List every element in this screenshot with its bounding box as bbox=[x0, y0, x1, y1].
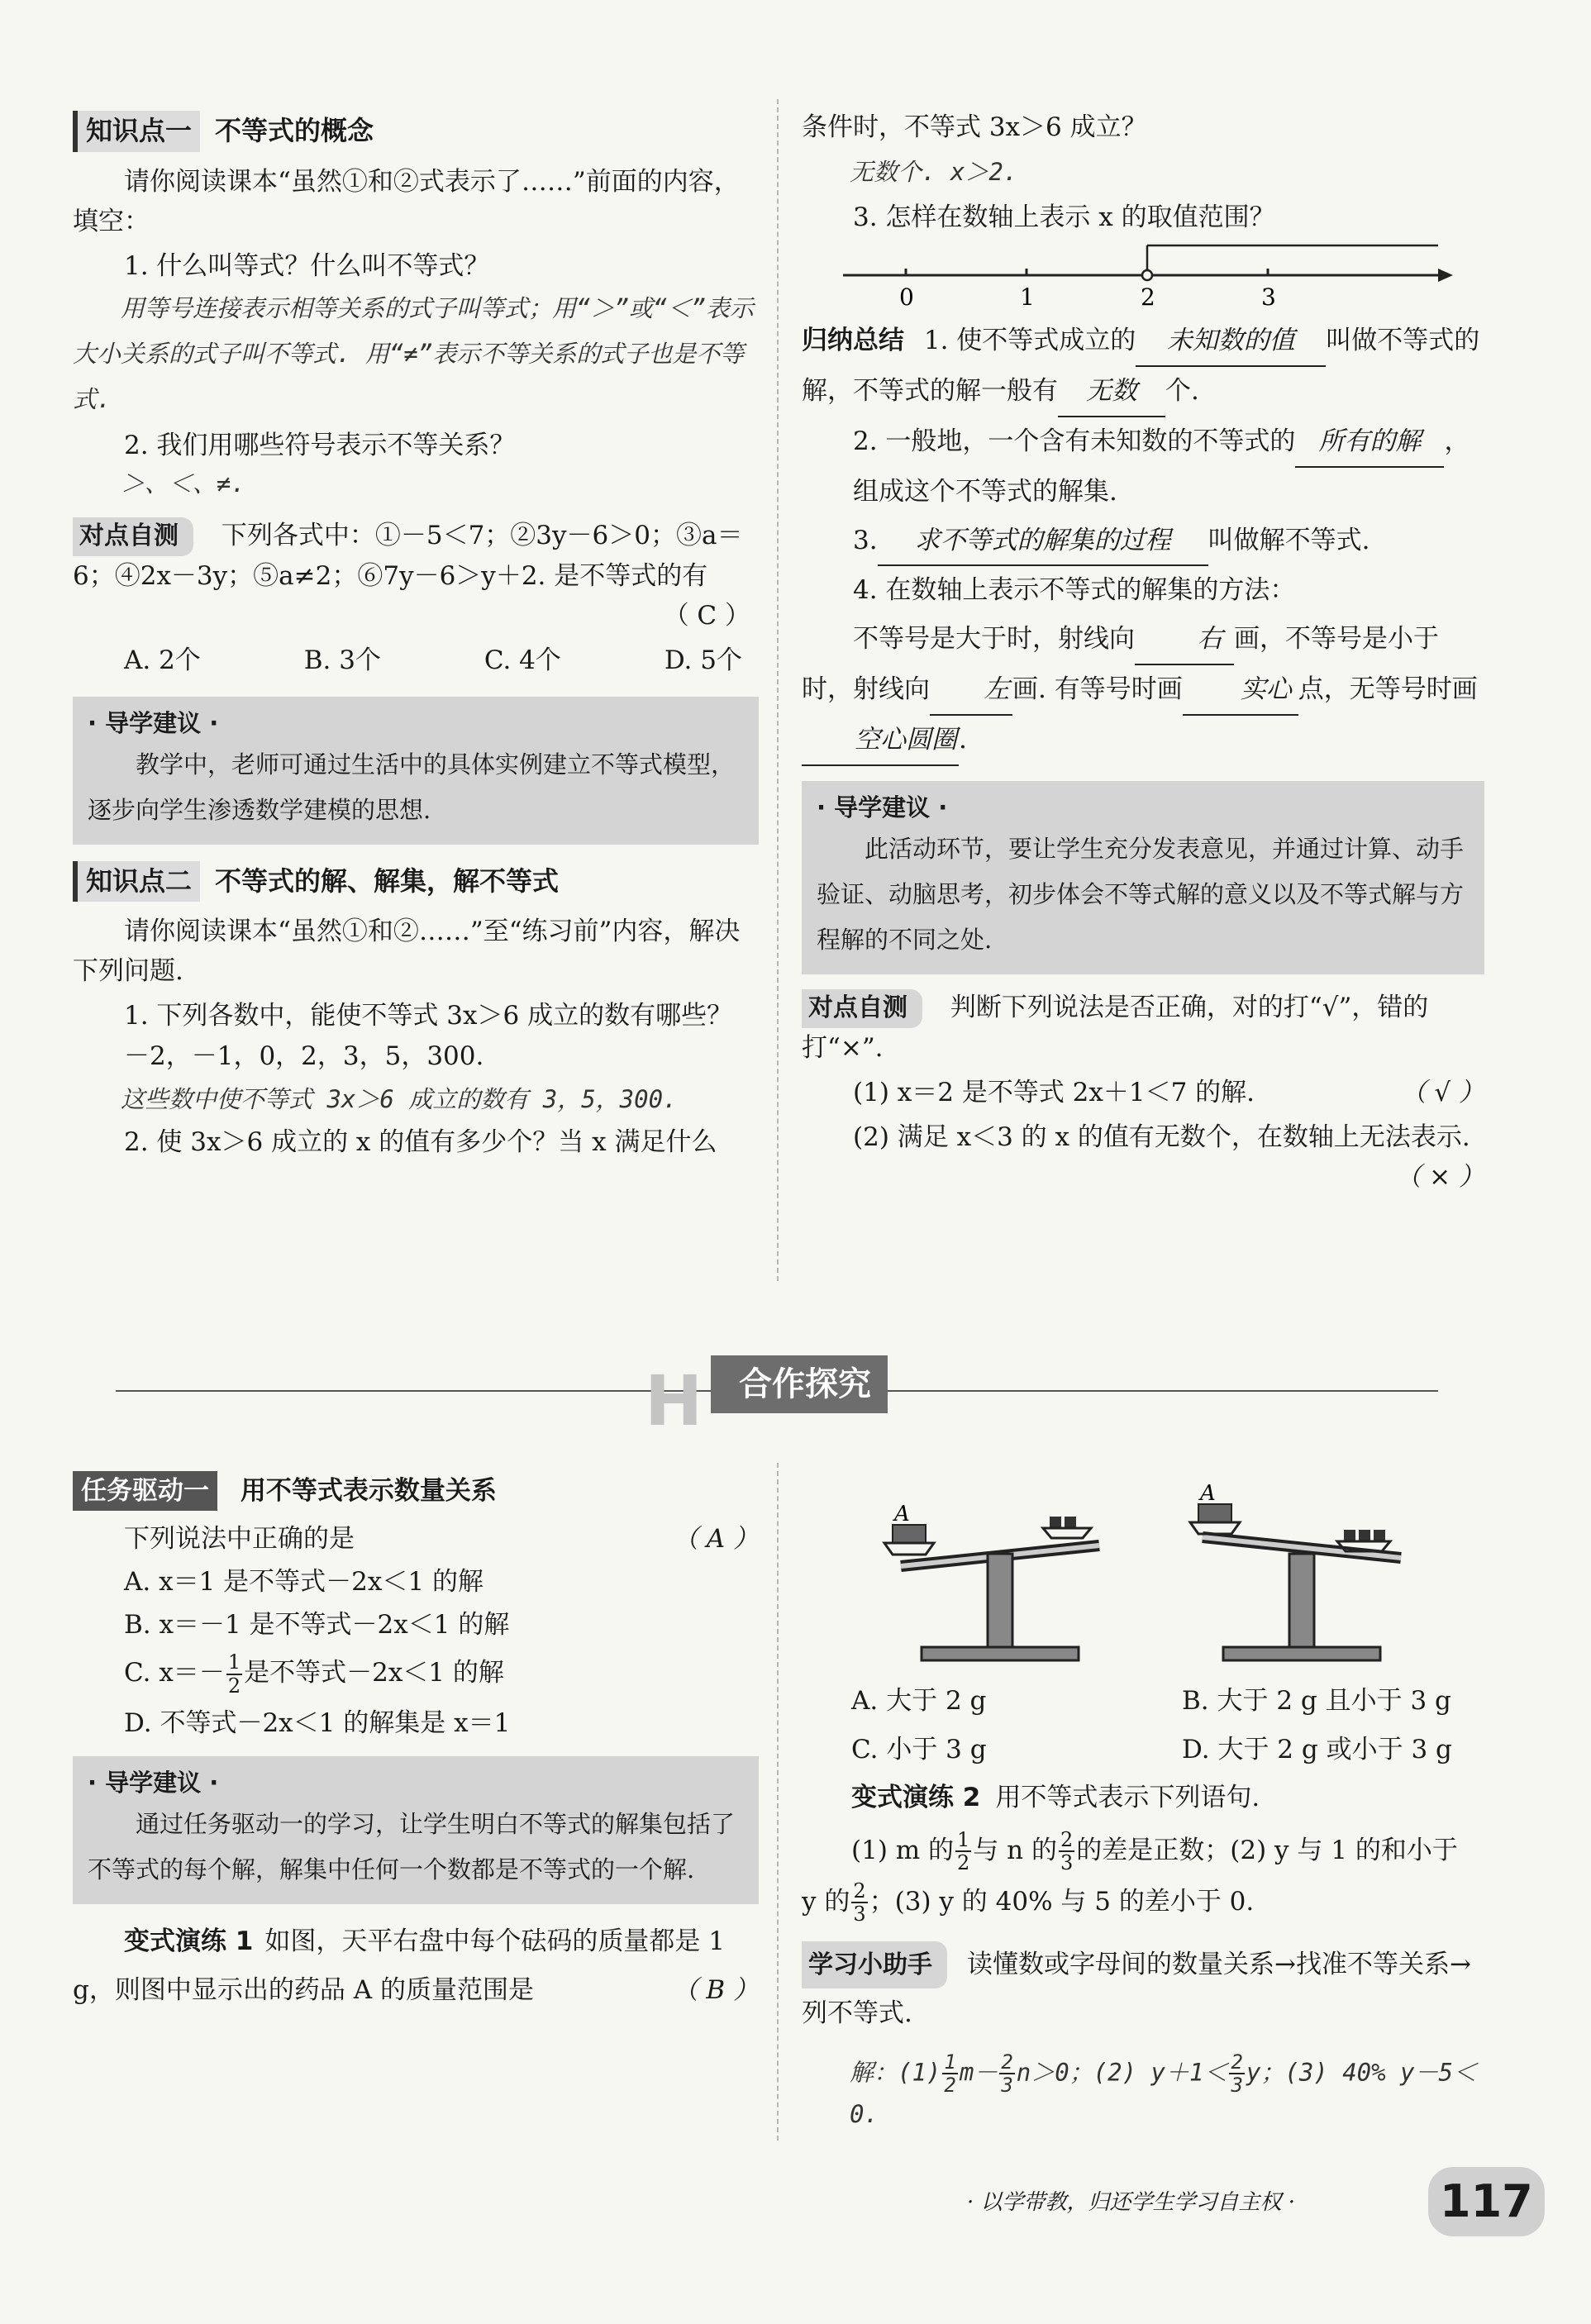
solution-text: m－ bbox=[959, 2057, 998, 2086]
self-test-1 bbox=[73, 516, 759, 596]
summary-text: . bbox=[959, 725, 967, 755]
variant-text: 与 n 的 bbox=[973, 1835, 1057, 1865]
summary-text: 1. 使不等式成立的 bbox=[923, 326, 1136, 356]
judge-text: (1) x＝2 是不等式 2x＋1＜7 的解. bbox=[853, 1077, 1255, 1107]
option-c-text: C. x＝－ bbox=[124, 1658, 225, 1688]
option-c bbox=[73, 1651, 759, 1697]
variant-text: 如图，天平右盘中每个砝码的质量都是 1 g，则图中显示出的药品 A 的质量范围是 bbox=[73, 1926, 725, 2006]
summary-text: 叫做解不等式. bbox=[1208, 525, 1370, 555]
answer-3: 这些数中使不等式 3x＞6 成立的数有 3，5，300. bbox=[121, 1084, 678, 1113]
task-question bbox=[73, 1519, 759, 1559]
helper bbox=[802, 1941, 1488, 2038]
scale-option-b: B. 大于 2 g 且小于 3 g bbox=[1182, 1686, 1451, 1716]
section-banner bbox=[116, 1355, 1438, 1441]
summary-1 bbox=[802, 317, 1484, 417]
fraction-two-thirds: $\frac{2}{3}$ bbox=[1001, 2050, 1013, 2097]
question-2: 2. 我们用哪些符号表示不等关系？ bbox=[124, 431, 516, 461]
choice-row bbox=[73, 641, 759, 680]
judge-answer: （ √ ） bbox=[1400, 1077, 1484, 1107]
judge-answer: （ × ） bbox=[1395, 1161, 1484, 1192]
solution-text: y；(3) 40% y－5＜0. bbox=[850, 2057, 1477, 2129]
guide-box-1 bbox=[73, 697, 759, 845]
fraction-two-thirds: $\frac{2}{3}$ bbox=[853, 1879, 866, 1926]
variant-heading: 变式演练 1 bbox=[124, 1926, 254, 1957]
answer-4: 无数个. x＞2. bbox=[850, 158, 1018, 187]
guide-heading: · 导学建议 · bbox=[88, 708, 219, 737]
scale-option-c: C. 小于 3 g bbox=[851, 1734, 987, 1764]
solution-text: n＞0；(2) y＋1＜ bbox=[1016, 2057, 1228, 2086]
left-column-bottom bbox=[73, 1471, 759, 2015]
task-answer: （ A ） bbox=[672, 1524, 759, 1555]
task-title: 用不等式表示数量关系 bbox=[240, 1476, 497, 1506]
axis-tick-2: 2 bbox=[1141, 283, 1155, 309]
blank-right: 右 bbox=[1135, 615, 1234, 665]
helper-tag: 学习小助手 bbox=[802, 1941, 947, 1988]
axis-tick-3: 3 bbox=[1261, 283, 1276, 309]
summary-text: 3. bbox=[853, 525, 878, 555]
solution-text: 解：(1) bbox=[850, 2057, 941, 2086]
fraction bbox=[226, 1651, 242, 1697]
summary-heading: 归纳总结 bbox=[802, 326, 904, 356]
choice-c: C. 4个 bbox=[483, 645, 561, 675]
summary-text: ，组成这个不等式的解集. bbox=[853, 426, 1470, 507]
guide-box-3 bbox=[73, 1756, 759, 1904]
variant-2-line-2 bbox=[802, 1880, 1488, 1926]
summary-text: 不等号是大于时，射线向 bbox=[853, 624, 1135, 655]
guide-heading: · 导学建议 · bbox=[88, 1769, 219, 1798]
fraction-two-thirds: $\frac{2}{3}$ bbox=[1060, 1827, 1074, 1875]
section-tag: 知识点二 bbox=[73, 861, 200, 902]
judge-2 bbox=[802, 1117, 1484, 1192]
banner-label: 合作探究 bbox=[711, 1355, 888, 1413]
variant-text: y 的 bbox=[802, 1886, 850, 1917]
scale-label: A bbox=[894, 1502, 910, 1526]
choice-a: A. 2个 bbox=[124, 645, 201, 675]
section-heading-1 bbox=[73, 111, 759, 152]
question-5: 3. 怎样在数轴上表示 x 的取值范围？ bbox=[853, 202, 1275, 232]
right-column-bottom-2 bbox=[802, 1880, 1488, 2133]
fraction-one-half: $\frac{1}{2}$ bbox=[944, 2050, 956, 2097]
variant-text: (1) m 的 bbox=[851, 1835, 955, 1865]
fraction-numerator: 1 bbox=[227, 1650, 241, 1674]
scale-options bbox=[851, 1677, 1488, 1774]
choice-b: B. 3个 bbox=[303, 645, 381, 675]
self-test-tag: 对点自测 bbox=[73, 517, 193, 556]
variant-answer: （ B ） bbox=[672, 1975, 759, 2006]
fraction-one-half: $\frac{1}{2}$ bbox=[957, 1827, 970, 1875]
left-column-top bbox=[73, 107, 759, 1163]
variant-2-line-1 bbox=[851, 1829, 1488, 1874]
blank-infinite: 无数 bbox=[1058, 367, 1165, 417]
scale-option-a: A. 大于 2 g bbox=[851, 1686, 987, 1716]
variant-text: 的差是正数；(2) y 与 1 的和小于 bbox=[1076, 1835, 1458, 1865]
summary-4: 4. 在数轴上表示不等式的解集的方法： bbox=[853, 575, 1296, 606]
helper-text: 读懂数或字母间的数量关系→找准不等关系→列不等式. bbox=[802, 1949, 1471, 2028]
self-test-text: 判断下列说法是否正确，对的打“√”，错的打“×”. bbox=[802, 993, 1429, 1063]
guide-heading: · 导学建议 · bbox=[817, 793, 948, 822]
question-1: 1. 什么叫等式？什么叫不等式？ bbox=[124, 250, 490, 281]
guide-box-2 bbox=[802, 781, 1484, 974]
judge-text: (2) 满足 x＜3 的 x 的值有无数个，在数轴上无法表示. bbox=[853, 1122, 1470, 1152]
variant-text: ；(3) y 的 40% 与 5 的差小于 0. bbox=[869, 1886, 1255, 1917]
summary-3 bbox=[802, 517, 1484, 567]
blank-left: 左 bbox=[930, 665, 1012, 716]
footer-slogan: · 以学带教，归还学生学习自主权 · bbox=[967, 2190, 1296, 2215]
column-divider-top bbox=[777, 99, 779, 1281]
blank-solving-process: 求不等式的解集的过程 bbox=[878, 517, 1208, 567]
answer-1: 用等号连接表示相等关系的式子叫等式；用“＞”或“＜”表示大小关系的式子叫不等式. 用“≠”表示不等关系的式子也是不等式. bbox=[73, 293, 754, 413]
guide-body: 通过任务驱动一的学习，让学生明白不等式的解集包括了不等式的每个解，解集中任何一个数都是不等式的一个解. bbox=[88, 1809, 736, 1884]
intro-text-2: 请你阅读课本“虽然①和②……”至“练习前”内容，解决下列问题. bbox=[73, 917, 741, 987]
question-4: 2. 使 3x＞6 成立的 x 的值有多少个？当 x 满足什么 bbox=[124, 1127, 717, 1158]
judge-1 bbox=[802, 1073, 1484, 1112]
question-4-continued: 条件时，不等式 3x＞6 成立？ bbox=[802, 112, 1147, 142]
column-divider-bottom bbox=[777, 1463, 779, 2141]
section-heading-2 bbox=[73, 861, 759, 902]
number-line bbox=[802, 242, 1463, 308]
self-test-2 bbox=[802, 988, 1484, 1068]
option-a: A. x＝1 是不等式－2x＜1 的解 bbox=[124, 1567, 483, 1598]
variant-2 bbox=[851, 1778, 1488, 1817]
fraction-two-thirds: $\frac{2}{3}$ bbox=[1231, 2050, 1243, 2097]
question-3: 1. 下列各数中，能使不等式 3x＞6 成立的数有哪些？ bbox=[124, 1001, 733, 1031]
summary-text: 叫做不等式的解，不等式的解一般有 bbox=[802, 326, 1480, 406]
axis-tick-0: 0 bbox=[899, 283, 914, 309]
self-test-answer: （ C ） bbox=[663, 600, 750, 631]
summary-text: 2. 一般地，一个含有未知数的不等式的 bbox=[853, 426, 1296, 456]
fraction-denominator: 2 bbox=[227, 1674, 241, 1698]
task-heading bbox=[73, 1471, 759, 1511]
question-3-numbers: －2，－1，0，2，3，5，300. bbox=[124, 1041, 484, 1071]
axis-tick-1: 1 bbox=[1020, 283, 1035, 309]
option-b: B. x＝－1 是不等式－2x＜1 的解 bbox=[124, 1610, 510, 1641]
summary-4-detail bbox=[802, 615, 1484, 766]
banner-letter: H bbox=[645, 1360, 703, 1441]
page-number: 117 bbox=[1428, 2167, 1545, 2236]
balance-scales-figure bbox=[851, 1475, 1479, 1665]
right-column-bottom bbox=[851, 1475, 1488, 1874]
option-c-text: 是不等式－2x＜1 的解 bbox=[244, 1658, 504, 1688]
scale-option-d: D. 大于 2 g 或小于 3 g bbox=[1182, 1734, 1452, 1764]
answer-2: ＞、＜、≠. bbox=[121, 469, 245, 498]
summary-text: 个. bbox=[1165, 375, 1199, 406]
balance-scale-1 bbox=[884, 1502, 1099, 1660]
right-column-top bbox=[802, 107, 1484, 1197]
section-tag: 知识点一 bbox=[73, 111, 200, 152]
summary-text: 点，无等号时画 bbox=[1298, 674, 1478, 705]
variant-1 bbox=[73, 1917, 759, 2015]
guide-body: 此活动环节，要让学生充分发表意见，并通过计算、动手验证、动脑思考，初步体会不等式解的意义以及不等式解与方程解的不同之处. bbox=[817, 834, 1465, 955]
balance-scale-2 bbox=[1190, 1481, 1401, 1660]
choice-d: D. 5个 bbox=[664, 645, 742, 675]
variant-text: 用不等式表示下列语句. bbox=[995, 1782, 1260, 1812]
summary-text: 画，不等号是小于时，射线向 bbox=[802, 624, 1439, 705]
blank-hollow-circle: 空心圆圈 bbox=[802, 716, 959, 766]
blank-solid: 实心 bbox=[1183, 665, 1298, 716]
blank-all-solutions: 所有的解 bbox=[1295, 417, 1444, 468]
self-test-tag: 对点自测 bbox=[802, 989, 922, 1028]
section-title: 不等式的解、解集，解不等式 bbox=[215, 864, 560, 897]
intro-text: 请你阅读课本“虽然①和②式表示了……”前面的内容，填空： bbox=[73, 166, 740, 236]
blank-unknown-value: 未知数的值 bbox=[1136, 317, 1326, 367]
task-question-text: 下列说法中正确的是 bbox=[124, 1524, 355, 1555]
summary-2 bbox=[802, 417, 1484, 517]
self-test-text: 下列各式中：①－5＜7；②3y－6＞0；③a＝6；④2x－3y；⑤a≠2；⑥7y－6＞y＋2. 是不等式的有 bbox=[73, 521, 743, 591]
variant-heading: 变式演练 2 bbox=[851, 1782, 981, 1812]
option-d: D. 不等式－2x＜1 的解集是 x＝1 bbox=[124, 1707, 511, 1738]
self-test-answer-row bbox=[73, 596, 759, 636]
guide-body: 教学中，老师可通过生活中的具体实例建立不等式模型，逐步向学生渗透数学建模的思想. bbox=[88, 750, 736, 824]
task-tag: 任务驱动一 bbox=[73, 1471, 217, 1511]
scale-label: A bbox=[1200, 1481, 1216, 1506]
summary-text: 画. 有等号时画 bbox=[1012, 674, 1183, 705]
solution bbox=[802, 2051, 1488, 2134]
section-title: 不等式的概念 bbox=[215, 115, 374, 146]
